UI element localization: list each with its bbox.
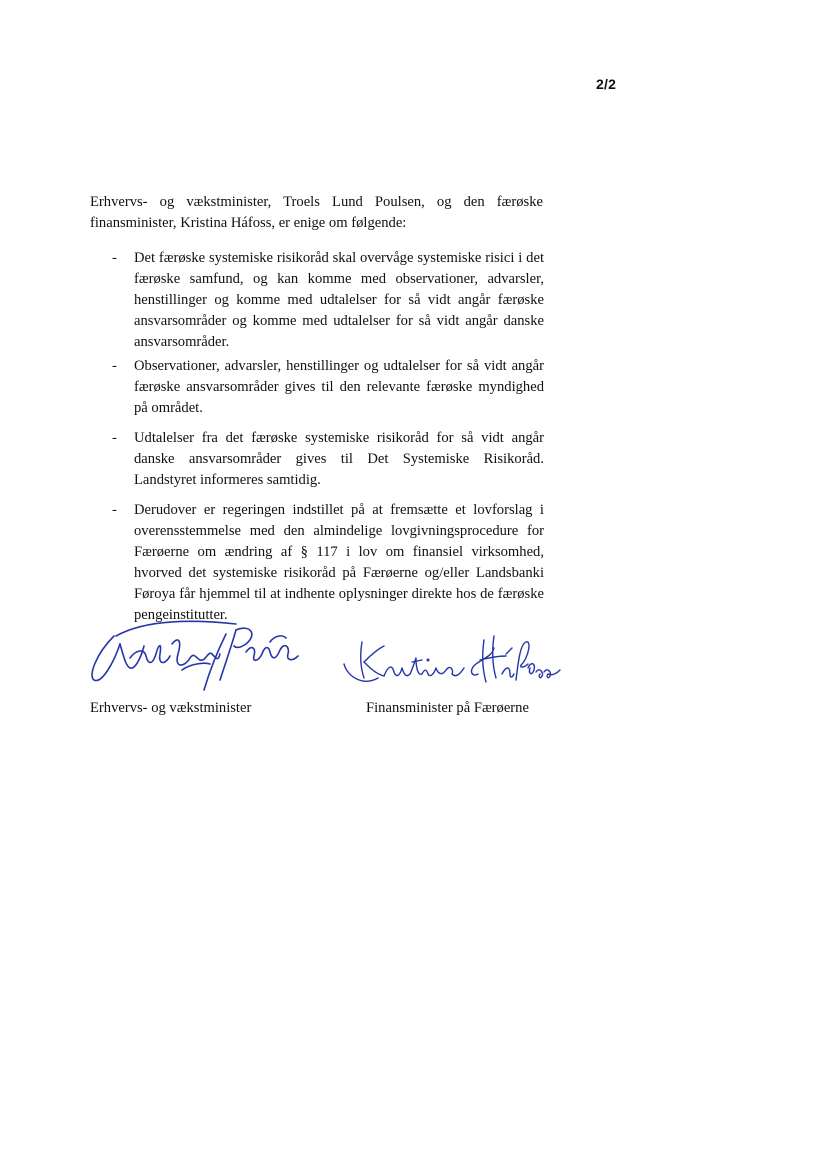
list-item-text: Observationer, advarsler, henstillinger og udtalelser for så vidt angår færøske ansvarsområder gives til den relevante færøske myndighed på området.	[134, 358, 544, 416]
signatory-role-right: Finansminister på Færøerne	[366, 700, 529, 716]
signature-kristina-hafoss	[338, 634, 568, 694]
list-item-text: Udtalelser fra det færøske systemiske risikoråd for så vidt angår danske ansvarsområder gives til Det Systemiske Risikoråd. Landstyret informeres samtidig.	[134, 430, 544, 488]
signature-troels-lund-poulsen	[86, 614, 306, 694]
bullet-dash: -	[112, 502, 117, 518]
signature-left-drawing	[86, 614, 306, 694]
signature-right-drawing	[338, 634, 568, 694]
signatory-role-left: Erhvervs- og vækstminister	[90, 700, 252, 716]
bullet-dash: -	[112, 250, 117, 266]
page-number: 2/2	[596, 76, 617, 92]
list-item	[112, 356, 544, 419]
bullet-dash: -	[112, 358, 117, 374]
list-item	[112, 500, 544, 626]
list-item	[112, 428, 544, 491]
bullet-dash: -	[112, 430, 117, 446]
list-item-text: Det færøske systemiske risikoråd skal overvåge systemiske risici i det færøske samfund, og kan komme med observationer, advarsler, henstillinger og komme med udtalelser for så vidt angår færøske ansvarsområder og komme med udtalelser for så vidt angår danske ansvarsområder.	[134, 250, 544, 350]
intro-paragraph: Erhvervs- og vækstminister, Troels Lund Poulsen, og den færøske finansminister, Kristina Háfoss, er enige om følgende:	[90, 194, 543, 231]
list-item	[112, 248, 544, 353]
list-item-text: Derudover er regeringen indstillet på at fremsætte et lovforslag i overensstemmelse med den almindelige lovgivningsprocedure for Færøerne om ændring af § 117 i lov om finansiel virksomhed, hvorved det systemiske risikoråd på Færøerne og/eller Landsbanki Føroya får hjemmel til at indhente oplysninger direkte hos de færøske pengeinstitutter.	[134, 502, 544, 623]
